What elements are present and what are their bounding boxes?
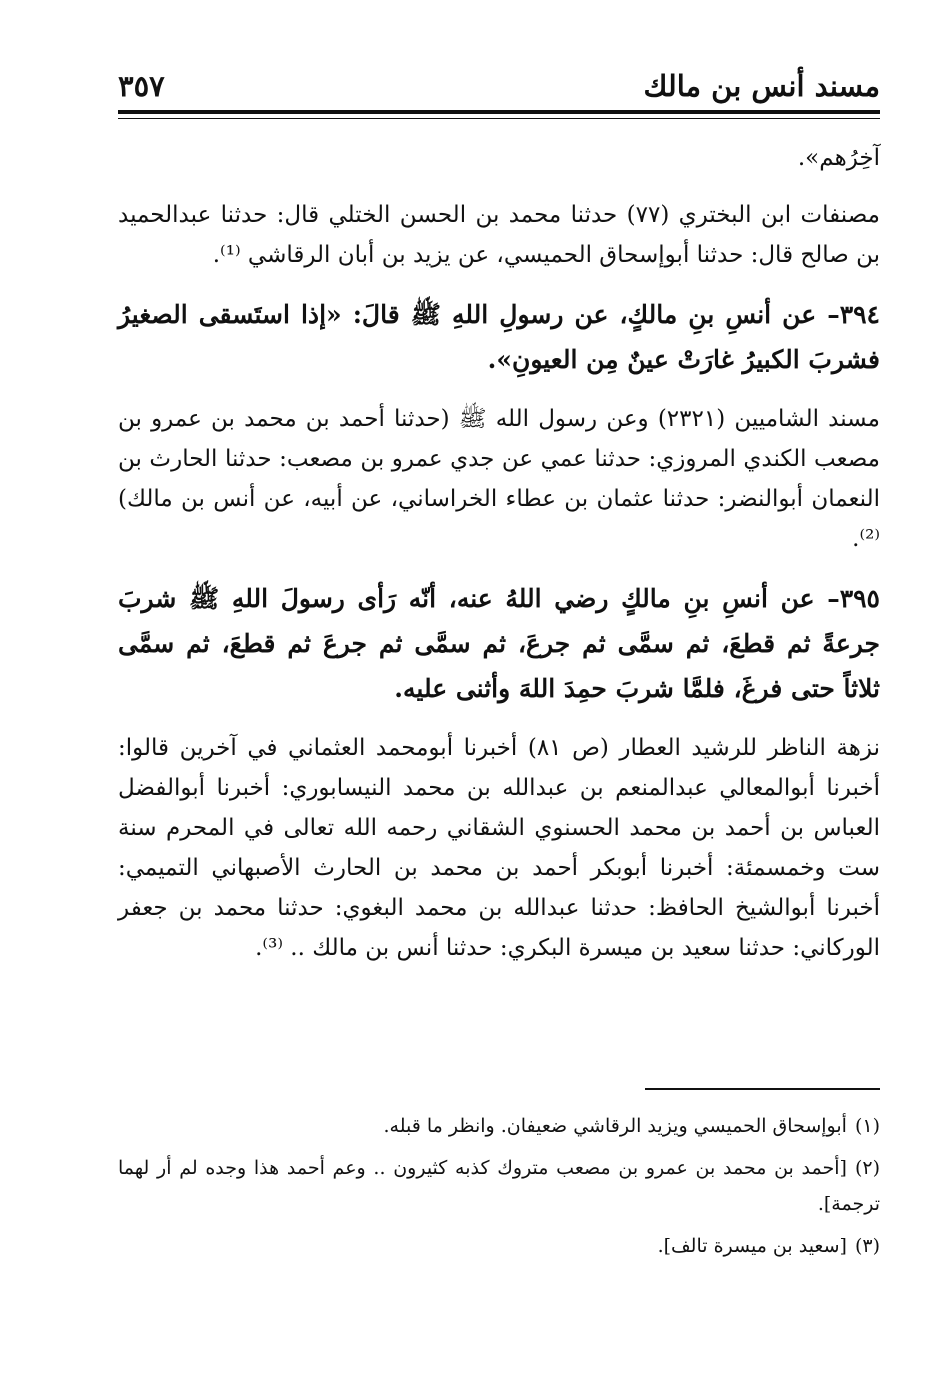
paragraph-source-2: مسند الشاميين (٢٣٢١) وعن رسول الله ﷺ (حدثنا أحمد بن محمد بن عمرو بن مصعب الكندي المروزي: حدثنا عمي عن جدي عمرو بن مصعب: حدثنا الحارث بن النعمان أبوالنضر: حدثنا عثمان بن عطاء الخراساني، عن أبيه، عن أنس بن مالك)⁽²⁾.	[118, 406, 880, 552]
footnote-3	[118, 1228, 880, 1264]
running-header	[118, 66, 880, 106]
footnote-number: (١)	[854, 1115, 880, 1137]
hadith-395: ٣٩٥– عن أنسِ بنِ مالكٍ رضي اللهُ عنه، أنّه رَأى رسولَ اللهِ ﷺ شربَ جرعةً ثم قطعَ، ثم سمَّى ثم جرعَ، ثم سمَّى ثم جرعَ ثم قطعَ، ثم سمَّى ثلاثاً حتى فرغَ، فلمَّا شربَ حمِدَ اللهَ وأثنى عليه.	[118, 584, 880, 703]
paragraph-source-1: مصنفات ابن البختري (٧٧) حدثنا محمد بن الحسن الختلي قال: حدثنا عبدالحميد بن صالح قال: حدثنا أبوإسحاق الحميسي، عن يزيد بن أبان الرقاشي ⁽¹⁾.	[118, 202, 880, 268]
header-rule	[118, 110, 880, 114]
footnote-text: أبوإسحاق الحميسي ويزيد الرقاشي ضعيفان. وانظر ما قبله.	[383, 1115, 847, 1137]
hadith-394: ٣٩٤– عن أنسِ بنِ مالكٍ، عن رسولِ اللهِ ﷺ قالَ: «إذا استَسقى الصغيرُ فشربَ الكبيرُ غارَتْ عينٌ مِن العيونِ».	[118, 300, 880, 374]
header-rule-thin	[118, 118, 880, 119]
footnote-separator	[645, 1088, 880, 1090]
footnote-2	[118, 1150, 880, 1222]
paragraph-source-3: نزهة الناظر للرشيد العطار (ص ٨١) أخبرنا أبومحمد العثماني في آخرين قالوا: أخبرنا أبوالمعالي عبدالمنعم بن عبدالله بن محمد النيسابوري: أخبرنا أبوالفضل العباس بن أحمد بن محمد الحسنوي الشقاني رحمه الله تعالى في المحرم سنة ست وخمسمئة: أخبرنا أبوبكر أحمد بن محمد بن الحارث الأصبهاني التميمي: أخبرنا أبوالشيخ الحافظ: حدثنا عبدالله بن محمد البغوي: حدثنا محمد بن جعفر الوركاني: حدثنا سعيد بن ميسرة البكري: حدثنا أنس بن مالك .. ⁽³⁾.	[118, 735, 880, 961]
footnote-1	[118, 1108, 880, 1144]
header-title: مسند أنس بن مالك	[643, 69, 880, 103]
footnote-text: [أحمد بن محمد بن عمرو بن مصعب متروك كذبه كثيرون .. وعم أحمد هذا وجده لم أر لهما ترجمة].	[118, 1157, 880, 1215]
footnote-text: [سعيد بن ميسرة تالف].	[657, 1235, 847, 1257]
page-number: ٣٥٧	[118, 69, 165, 103]
footnotes	[118, 1108, 880, 1270]
footnote-number: (٣)	[854, 1235, 880, 1257]
main-text	[118, 138, 880, 985]
footnote-number: (٢)	[854, 1157, 880, 1179]
paragraph-hadith-end: آخِرُهم».	[797, 145, 880, 171]
